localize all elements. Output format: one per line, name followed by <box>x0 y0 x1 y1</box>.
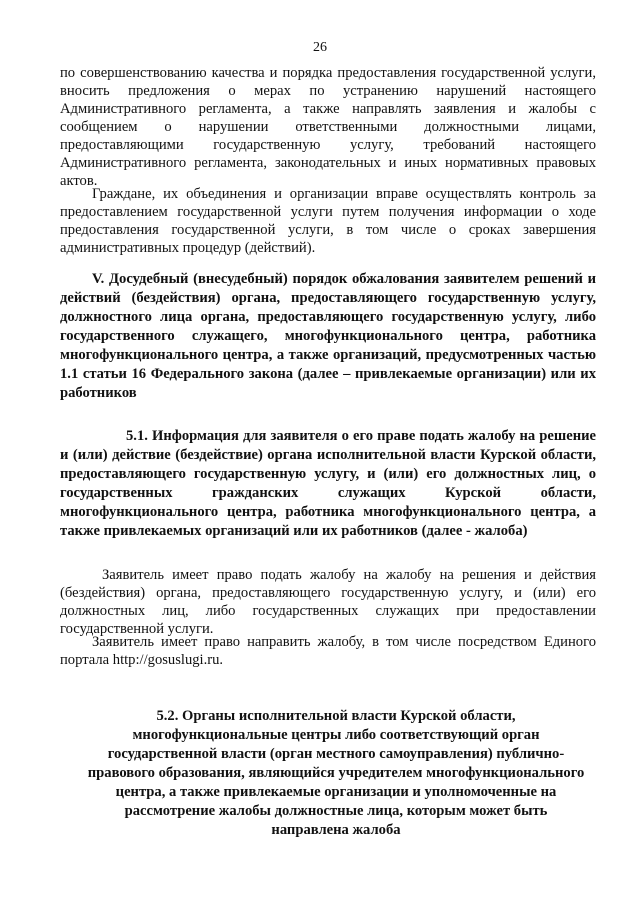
section-v-heading <box>60 270 596 403</box>
paragraph-right-to-complain <box>60 566 596 638</box>
paragraph-portal <box>60 633 596 669</box>
page-number: 26 <box>313 40 327 55</box>
paragraph-citizens-control <box>60 185 596 257</box>
paragraph-continuation <box>60 64 596 190</box>
paragraph-citizens-control-text: Граждане, их объединения и организации вправе осуществлять контроль за предоставлением государственной услуги путем получения информации о ходе предоставления государственной услуги, в том числе о сроках завершения административных процедур (действий). <box>60 186 596 256</box>
paragraph-portal-text: Заявитель имеет право направить жалобу, в том числе посредством Единого портала http://gosuslugi.ru. <box>60 634 596 668</box>
section-5-1-heading <box>60 427 596 541</box>
section-5-2-heading <box>86 707 586 840</box>
paragraph-right-to-complain-text: Заявитель имеет право подать жалобу на жалобу на решения и действия (бездействия) органа, предоставляющего государственную услугу, и (или) его должностных лиц, либо государственных служащих при предоставлении государственной услуги. <box>60 567 596 637</box>
section-5-1-heading-text: 5.1. Информация для заявителя о его праве подать жалобу на решение и (или) действие (бездействие) органа исполнительной власти Курской области, предоставляющего государственную услугу, и (или) его должностных лиц, о государственных гражданских служащих Курской области, многофункционального центра, работника многофункционального центра, а также привлекаемых организаций или их работников (далее - жалоба) <box>60 428 596 539</box>
paragraph-continuation-text: по совершенствованию качества и порядка предоставления государственной услуги, вносить предложения о мерах по устранению нарушений настоящего Административного регламента, а также направлять заявления и жалобы с сообщением о нарушении ответственными должностными лицами, предоставляющими государственную услугу, требований настоящего Административного регламента, законодательных и иных нормативных правовых актов. <box>60 65 596 189</box>
section-5-2-heading-text: 5.2. Органы исполнительной власти Курской области, многофункциональные центры либо соответствующий орган государственной власти (орган местного самоуправления) публично-правового образования, являющийся учредителем многофункционального центра, а также привлекаемые организации и уполномоченные на рассмотрение жалобы должностные лица, которым может быть направлена жалоба <box>87 708 585 838</box>
section-v-heading-text: V. Досудебный (внесудебный) порядок обжалования заявителем решений и действий (бездействия) органа, предоставляющего государственную услугу, должностного лица органа, предоставляющего государственную услугу, либо государственного служащего, многофункционального центра, работника многофункционального центра, а также организаций, предусмотренных частью 1.1 статьи 16 Федерального закона (далее – привлекаемые организации) или их работников <box>60 271 596 401</box>
